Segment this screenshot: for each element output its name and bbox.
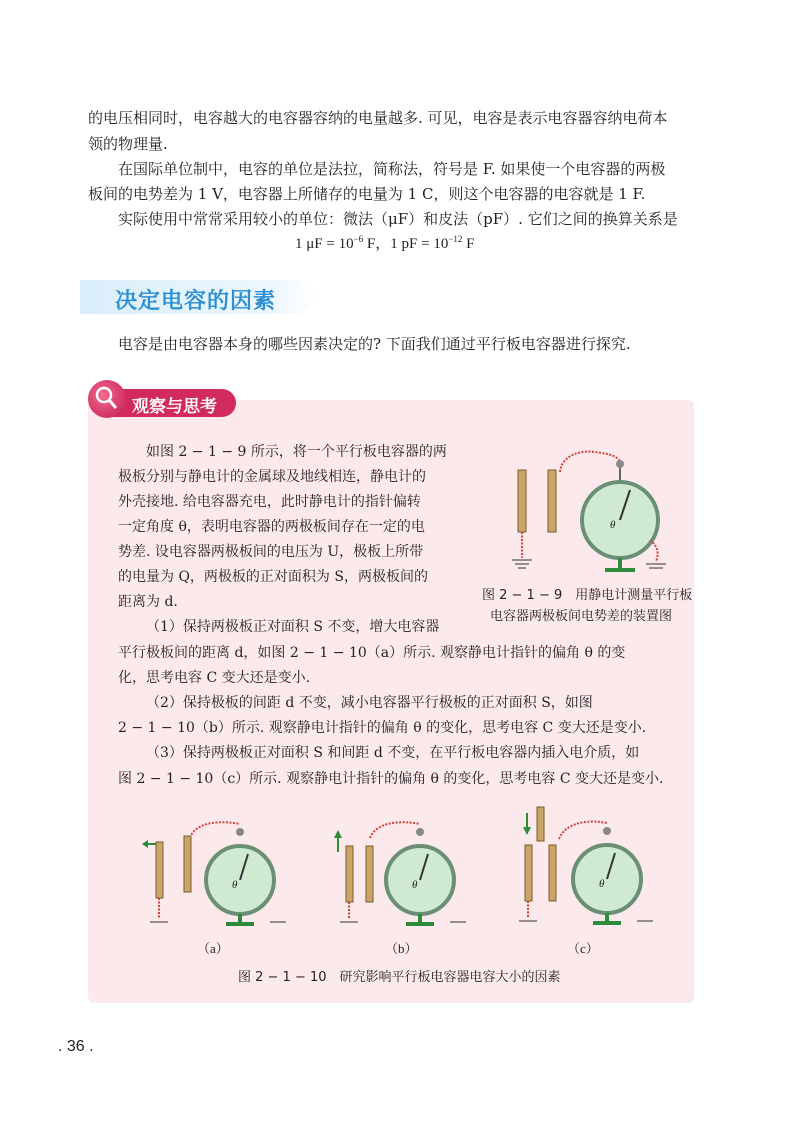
fig-2-1-10-a-label: （a）	[197, 941, 229, 956]
body-line-5: 实际使用中常常采用较小的单位：微法（μF）和皮法（pF）. 它们之间的换算关系是	[118, 210, 678, 228]
box-line-5: 势差. 设电容器两极板间的电压为 U，极板上所带	[118, 544, 424, 560]
box-line-8: （1）保持两极板正对面积 S 不变，增大电容器	[146, 619, 440, 635]
svg-text:θ: θ	[412, 879, 418, 891]
fig-2-1-10-c-label: （c）	[567, 941, 599, 956]
formula-part-b: F，1 pF = 10	[363, 236, 449, 252]
box-line-7: 距离为 d.	[118, 594, 178, 610]
svg-text:θ: θ	[599, 878, 605, 890]
formula-exp-b: −12	[448, 234, 463, 244]
box-line-10: 化，思考电容 C 变大还是变小.	[118, 670, 311, 686]
fig-2-1-9-caption-1: 图 2 − 1 − 9 用静电计测量平行板	[482, 588, 693, 603]
box-line-11: （2）保持极板的间距 d 不变，减小电容器平行极板的正对面积 S，如图	[146, 695, 593, 711]
fig-2-1-9-caption-2: 电容器两极板间电势差的装置图	[490, 609, 673, 624]
section-title: 决定电容的因素	[115, 289, 277, 314]
magnifier-icon	[88, 380, 126, 418]
box-line-4: 一定角度 θ，表明电容器的两极板间存在一定的电	[118, 519, 425, 535]
formula-part-a: 1 μF = 10	[295, 236, 354, 252]
box-line-12: 2 − 1 − 10（b）所示. 观察静电计指针的偏角 θ 的变化，思考电容 C 变大还是变小.	[118, 720, 647, 736]
box-line-2: 极板分别与静电计的金属球及地线相连，静电计的	[118, 469, 426, 485]
fig-2-1-10-b-apparatus	[330, 812, 480, 932]
box-line-1: 如图 2 − 1 − 9 所示，将一个平行板电容器的两	[146, 444, 447, 460]
body-line-3: 在国际单位制中，电容的单位是法拉，简称法，符号是 F. 如果使一个电容器的两极	[118, 160, 666, 178]
fig-2-1-10-b-label: （b）	[385, 941, 418, 956]
fig-2-1-9-apparatus	[500, 440, 690, 580]
fig-2-1-10-caption: 图 2 − 1 − 10 研究影响平行板电容器电容大小的因素	[238, 970, 561, 985]
box-line-6: 的电量为 Q，两极板的正对面积为 S，两极板间的	[118, 569, 428, 585]
svg-text:θ: θ	[232, 879, 238, 891]
box-line-14: 图 2 − 1 − 10（c）所示. 观察静电计指针的偏角 θ 的变化，思考电容 C 变大还是变小.	[118, 771, 664, 787]
body-line-2: 领的物理量.	[88, 135, 168, 153]
box-line-3: 外壳接地. 给电容器充电，此时静电计的指针偏转	[118, 494, 421, 510]
body-line-4: 板间的电势差为 1 V，电容器上所储存的电量为 1 C，则这个电容器的电容就是 1 F.	[88, 185, 646, 203]
unit-conversion-formula	[295, 232, 475, 253]
box-line-9: 平行极板间的距离 d，如图 2 − 1 − 10（a）所示. 观察静电计指针的偏角 θ 的变	[118, 645, 626, 661]
fig-2-1-10-a-apparatus	[140, 812, 290, 932]
page-number: . 36 .	[58, 1038, 94, 1055]
box-line-13: （3）保持两极板正对面积 S 和间距 d 不变，在平行板电容器内插入电介质，如	[146, 745, 640, 761]
fig-2-1-10-c-apparatus	[515, 805, 665, 932]
formula-exp-a: −6	[353, 234, 364, 244]
body-line-1: 的电压相同时，电容越大的电容器容纳的电量越多. 可见，电容是表示电容器容纳电荷本	[88, 109, 668, 127]
svg-text:θ: θ	[610, 519, 616, 531]
section-intro: 电容是由电容器本身的哪些因素决定的? 下面我们通过平行板电容器进行探究.	[118, 335, 631, 353]
observe-think-label: 观察与思考	[132, 397, 217, 417]
formula-part-c: F	[462, 236, 475, 252]
